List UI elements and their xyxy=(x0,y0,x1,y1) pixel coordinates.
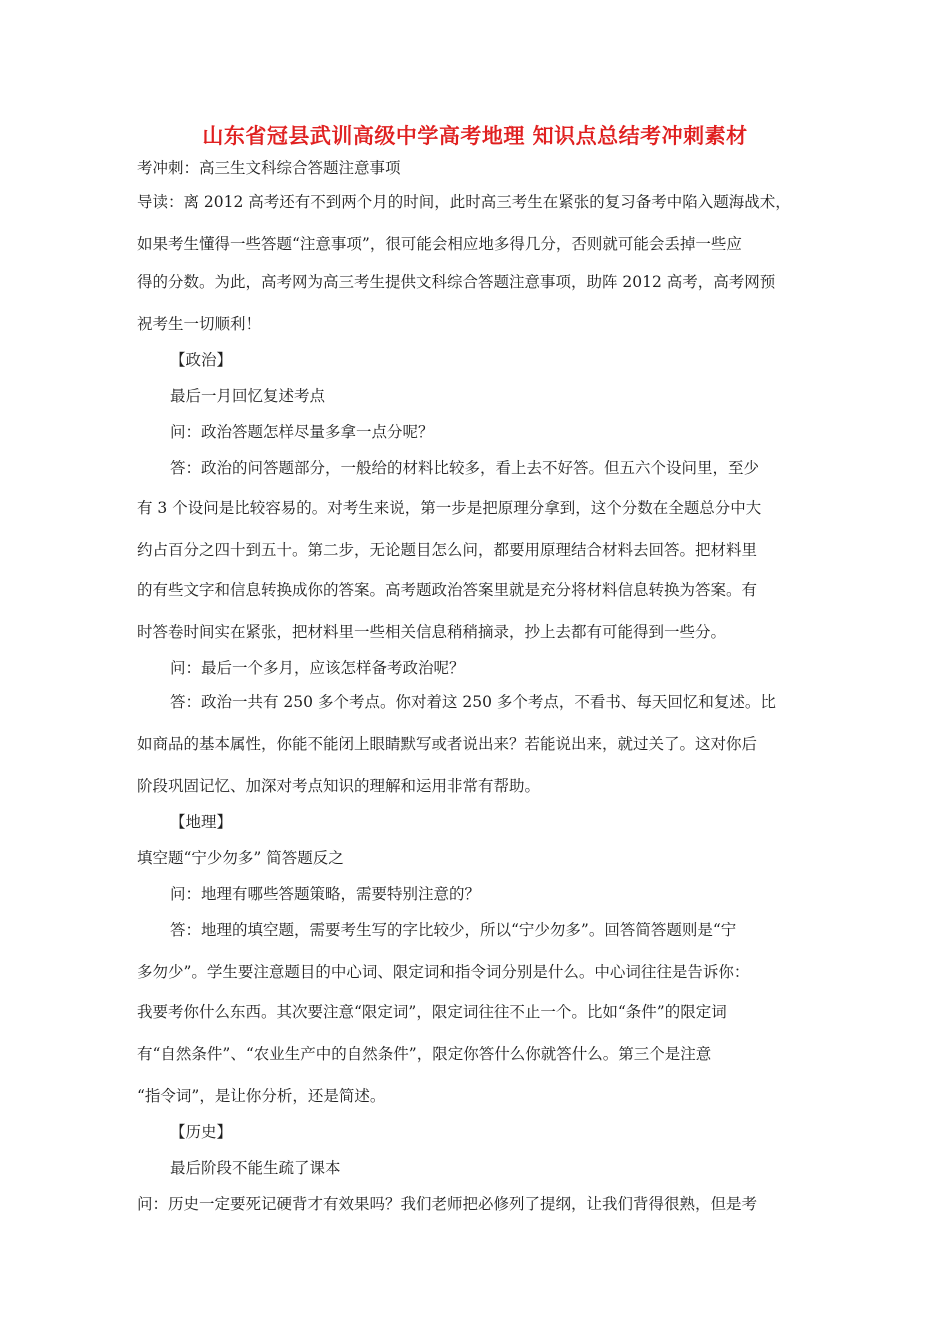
paragraph-line: 最后一月回忆复述考点 xyxy=(170,387,326,405)
answer-line: 有 3 个设问是比较容易的。对考生来说，第一步是把原理分拿到，这个分数在全题总分中大 xyxy=(137,499,762,517)
answer-line: 多勿少”。学生要注意题目的中心词、限定词和指令词分别是什么。中心词往往是告诉你： xyxy=(137,963,750,981)
section-heading-history: 【历史】 xyxy=(170,1123,233,1141)
answer-line: “指令词”，是让你分析，还是简述。 xyxy=(137,1087,386,1105)
answer-line: 如商品的基本属性，你能不能闭上眼睛默写或者说出来？若能说出来，就过关了。这对你后 xyxy=(137,735,758,753)
question-line: 问：历史一定要死记硬背才有效果吗？我们老师把必修列了提纲，让我们背得很熟，但是考 xyxy=(137,1195,758,1213)
question-line: 问：政治答题怎样尽量多拿一点分呢？ xyxy=(170,423,434,441)
question-line: 问：最后一个多月，应该怎样备考政治呢？ xyxy=(170,659,465,677)
document-title: 山东省冠县武训高级中学高考地理 知识点总结考冲刺素材 xyxy=(202,123,748,148)
intro-line: 祝考生一切顺利！ xyxy=(137,315,262,333)
answer-line: 的有些文字和信息转换成你的答案。高考题政治答案里就是充分将材料信息转换为答案。有 xyxy=(137,581,758,599)
answer-line: 约占百分之四十到五十。第二步，无论题目怎么问，都要用原理结合材料去回答。把材料里 xyxy=(137,541,758,559)
question-line: 问：地理有哪些答题策略，需要特别注意的？ xyxy=(170,885,481,903)
intro-line: 导读：离 2012 高考还有不到两个月的时间，此时高三考生在紧张的复习备考中陷入题海战术， xyxy=(137,193,791,211)
section-heading-geography: 【地理】 xyxy=(170,813,233,831)
section-heading-politics: 【政治】 xyxy=(170,351,233,369)
answer-line: 时答卷时间实在紧张，把材料里一些相关信息稍稍摘录，抄上去都有可能得到一些分。 xyxy=(137,623,727,641)
answer-line: 答：政治一共有 250 多个考点。你对着这 250 多个考点，不看书、每天回忆和复述。比 xyxy=(170,693,776,711)
subtitle-line: 考冲刺：高三生文科综合答题注意事项 xyxy=(137,159,401,177)
intro-line: 如果考生懂得一些答题“注意事项”，很可能会相应地多得几分，否则就可能会丢掉一些应 xyxy=(137,235,742,253)
paragraph-line: 填空题“宁少勿多” 简答题反之 xyxy=(137,849,344,867)
answer-line: 有“自然条件”、“农业生产中的自然条件”，限定你答什么你就答什么。第三个是注意 xyxy=(137,1045,712,1063)
answer-line: 答：地理的填空题，需要考生写的字比较少，所以“宁少勿多”。回答简答题则是“宁 xyxy=(170,921,737,939)
intro-line: 得的分数。为此，高考网为高三考生提供文科综合答题注意事项，助阵 2012 高考，高考网预 xyxy=(137,273,776,291)
answer-line: 答：政治的问答题部分，一般给的材料比较多，看上去不好答。但五六个设问里，至少 xyxy=(170,459,760,477)
answer-line: 我要考你什么东西。其次要注意“限定词”，限定词往往不止一个。比如“条件”的限定词 xyxy=(137,1003,727,1021)
answer-line: 阶段巩固记忆、加深对考点知识的理解和运用非常有帮助。 xyxy=(137,777,541,795)
paragraph-line: 最后阶段不能生疏了课本 xyxy=(170,1159,341,1177)
